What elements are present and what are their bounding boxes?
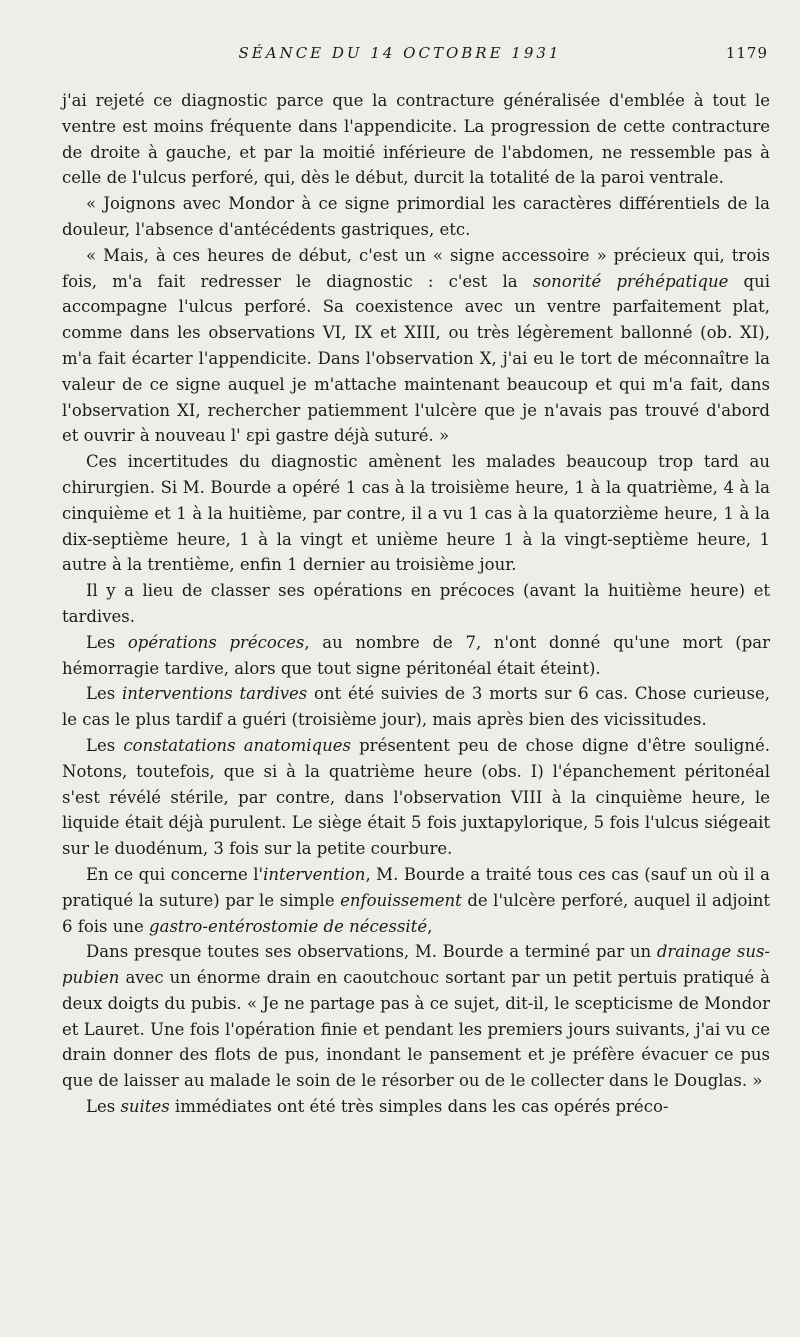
paragraph-p4 <box>62 449 770 578</box>
italic-phrase: drainage sus-pubien <box>62 942 770 988</box>
text-run: immédiates ont été très simples dans les cas opérés préco- <box>169 1097 669 1117</box>
text-run: de l'ulcère perforé, auquel il adjoint 6 fois une <box>62 890 770 936</box>
text-run: qui accompagne l'ulcus perforé. Sa coexistence avec un ventre parfaitement plat, comme dans les observations VI, IX et XIII, ou très légèrement ballonné (ob. XI), m'a fait écarter l'appendicite. Dans l'observation X, j'ai eu le tort de méconnaître la valeur de ce signe auquel je m'attache maintenant beaucoup et qui m'a fait, dans l'observation XI, rechercher patiemment l'ulcère que je n'avais pas trouvé d'abord et ouvrir à nouveau l' ɛpi gastre déjà suturé. » <box>62 271 770 446</box>
paragraph-p3 <box>62 243 770 449</box>
text-run: , au nombre de 7, n'ont donné qu'une mort (par hémorragie tardive, alors que tout signe péritonéal était éteint). <box>62 632 771 678</box>
italic-phrase: constatations anatomiques <box>123 735 351 755</box>
text-run: , M. Bourde a traité tous ces cas (sauf un où il a pratiqué la suture) par le simple <box>62 864 770 910</box>
text-run: Dans presque toutes ses observations, M. Bourde a terminé par un <box>86 942 657 962</box>
paragraph-p5 <box>62 578 770 630</box>
text-run: avec un énorme drain en caoutchouc sortant par un petit pertuis pratiqué à deux doigts du pubis. « Je ne partage pas à ce sujet, dit-il, le scepticisme de Mondor et Lauret. Une fois l'opération finie et pendant les premiers jours suivants, j'ai vu ce drain donner des flots de pus, inondant le pansement et je préfère évacuer ce pus que de laisser au malade le soin de le résorber ou de le collecter dans le Douglas. » <box>62 968 770 1091</box>
paragraph-p10 <box>62 939 770 1094</box>
text-run: Les <box>86 684 122 704</box>
text-run: Il y a lieu de classer ses opérations en précoces (avant la huitième heure) et tardives. <box>62 581 770 626</box>
paragraph-p6 <box>62 630 770 682</box>
italic-phrase: suites <box>120 1097 170 1117</box>
text-run: Les <box>86 632 128 652</box>
text-run: j'ai rejeté ce diagnostic parce que la contracture généralisée d'emblée à tout le ventre est moins fréquente dans l'appendicite. La progression de cette contracture de droite à gauche, et par la moitié inférieure de l'abdomen, ne ressemble pas à celle de l'ulcus perforé, qui, dès le début, durcit la totalité de la paroi ventrale. <box>62 91 770 188</box>
running-title: SÉANCE DU 14 OCTOBRE 1931 <box>238 44 562 62</box>
paragraph-p8 <box>62 733 770 862</box>
italic-phrase: intervention <box>263 864 366 884</box>
italic-phrase: enfouissement <box>340 890 462 910</box>
paragraph-p9 <box>62 862 770 939</box>
italic-phrase: sonorité préhépatique <box>532 271 729 291</box>
text-run: « Mais, à ces heures de début, c'est un « signe accessoire » précieux qui, trois fois, m'a fait redresser le diagnostic : c'est la <box>62 245 770 291</box>
text-run: ont été suivies de 3 morts sur 6 cas. Chose curieuse, le cas le plus tardif a guéri (troisième jour), mais après bien des vicissitudes. <box>62 684 770 730</box>
body-text <box>62 88 770 1120</box>
text-run: Ces incertitudes du diagnostic amènent les malades beaucoup trop tard au chirurgien. Si M. Bourde a opéré 1 cas à la troisième heure, 1 à la quatrième, 4 à la cinquième et 1 à la huitième, par contre, il a vu 1 cas à la quatorzième heure, 1 à la dix-septième heure, 1 à la vingt et unième heure 1 à la vingt-septième heure, 1 autre à la trentième, enfin 1 dernier au troisième jour. <box>62 452 770 575</box>
italic-phrase: gastro-entérostomie de nécessité <box>149 916 428 936</box>
paragraph-p1 <box>62 88 770 191</box>
page-header <box>0 40 800 70</box>
page-number: 1179 <box>725 44 768 62</box>
text-run: Les <box>86 1097 121 1117</box>
paragraph-p7 <box>62 681 770 733</box>
italic-phrase: interventions tardives <box>121 684 308 704</box>
text-run: , <box>427 916 433 936</box>
text-run: En ce qui concerne l' <box>86 864 264 884</box>
text-run: « Joignons avec Mondor à ce signe primordial les caractères différentiels de la douleur, l'absence d'antécédents gastriques, etc. <box>62 194 770 239</box>
italic-phrase: opérations précoces <box>127 632 305 652</box>
paragraph-p11 <box>62 1094 770 1120</box>
paragraph-p2 <box>62 191 770 243</box>
text-run: Les <box>86 735 124 755</box>
text-run: présentent peu de chose digne d'être souligné. Notons, toutefois, que si à la quatrième heure (obs. I) l'épanchement péritonéal s'est révélé stérile, par contre, dans l'observation VIII à la cinquième heure, le liquide était déjà purulent. Le siège était 5 fois juxtapylorique, 5 fois l'ulcus siégeait sur le duodénum, 3 fois sur la petite courbure. <box>62 735 770 859</box>
